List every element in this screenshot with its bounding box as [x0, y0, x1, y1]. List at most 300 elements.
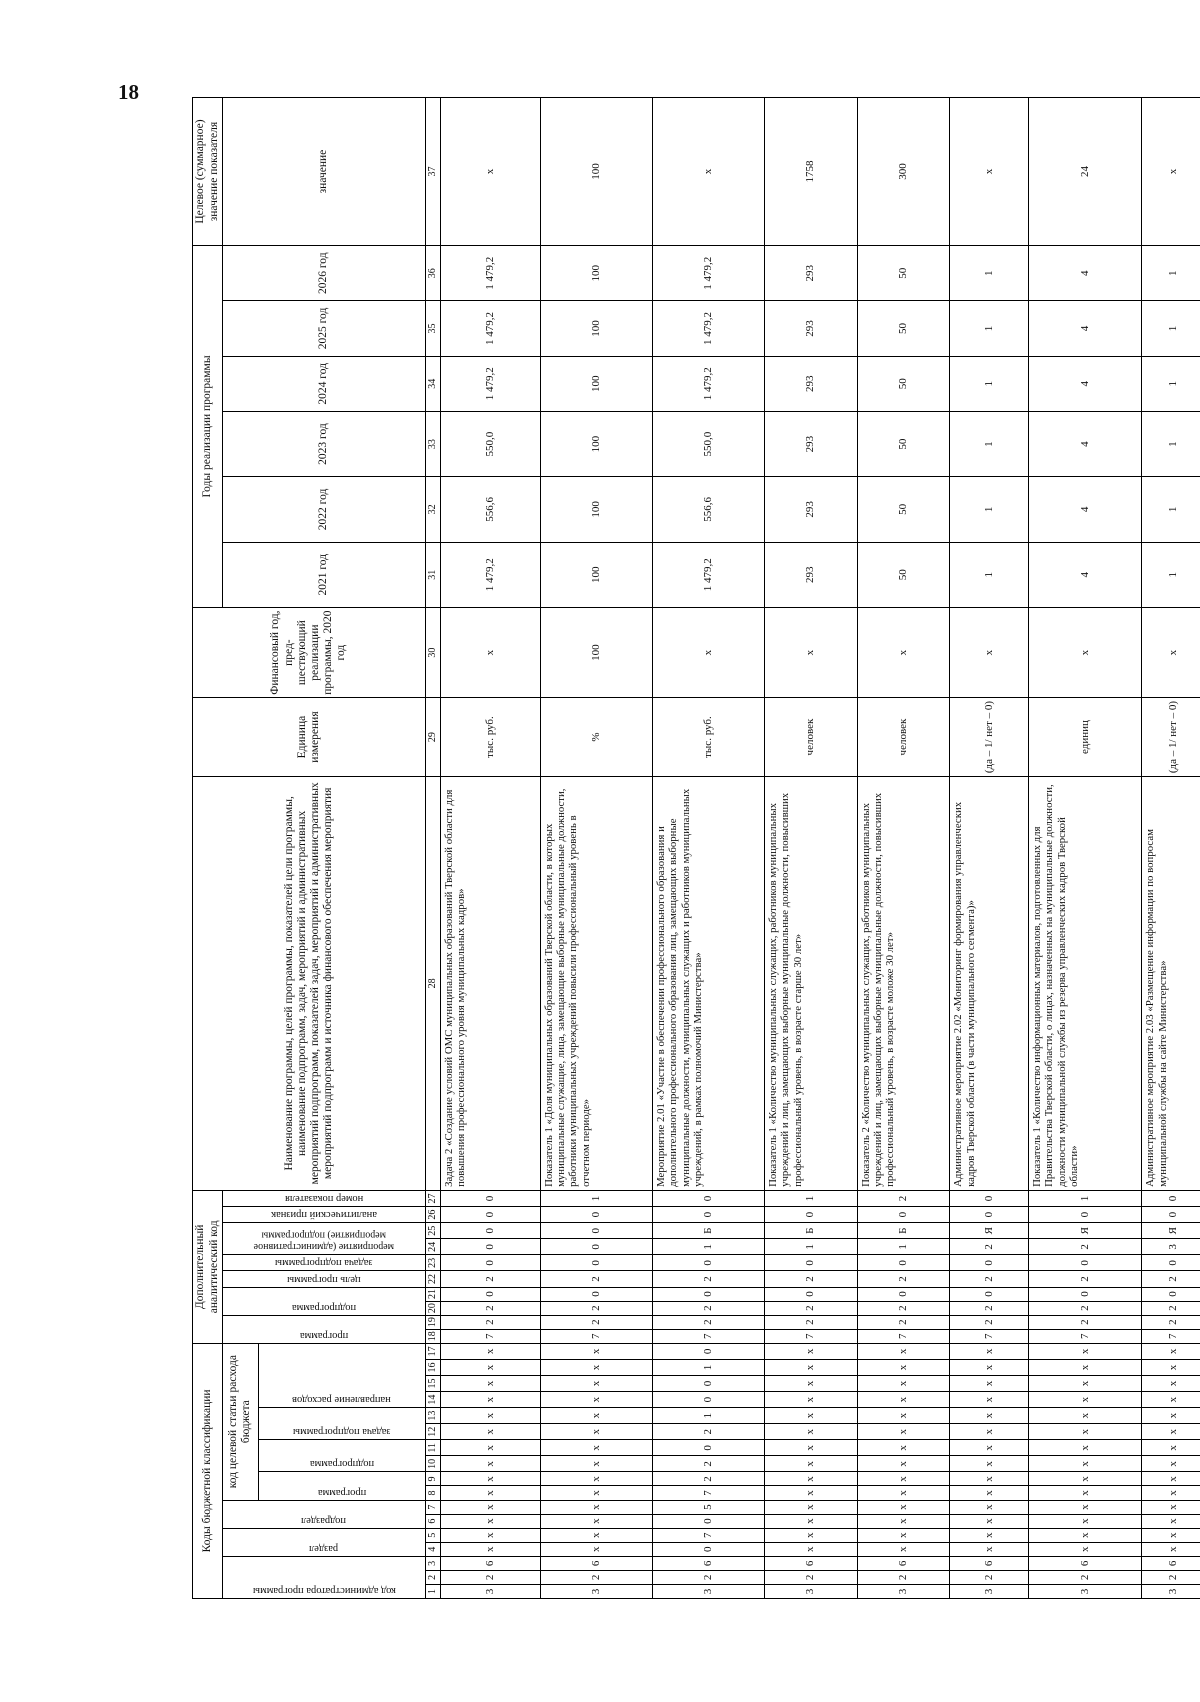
header-y2025: 2025 год	[223, 301, 426, 356]
target-value-cell: x	[441, 98, 541, 246]
code-cell: 2	[652, 1472, 764, 1486]
code-cell: 0	[652, 1207, 764, 1223]
table-row	[1142, 98, 1200, 1599]
code-cell: x	[441, 1440, 541, 1456]
col-number: 21	[426, 1287, 441, 1301]
code-cell: 2	[540, 1315, 652, 1329]
col-number: 16	[426, 1359, 441, 1375]
col-number: 20	[426, 1301, 441, 1315]
year-value-cell: 1	[1142, 301, 1200, 356]
code-cell: x	[857, 1343, 950, 1359]
code-cell: 1	[857, 1239, 950, 1255]
code-cell: x	[857, 1500, 950, 1514]
code-cell: 0	[1142, 1207, 1200, 1223]
code-cell: 1	[540, 1190, 652, 1206]
year-value-cell: 4	[1028, 542, 1141, 607]
code-cell: 0	[652, 1287, 764, 1301]
code-cell: x	[540, 1343, 652, 1359]
unit-cell: %	[540, 698, 652, 776]
code-cell: x	[950, 1392, 1029, 1408]
header-a-goal: цель программы	[287, 1273, 361, 1285]
code-cell: 2	[540, 1570, 652, 1584]
year-value-cell: 1	[950, 356, 1029, 411]
code-cell: 0	[1028, 1207, 1141, 1223]
code-cell: x	[765, 1392, 858, 1408]
code-cell: x	[765, 1486, 858, 1500]
header-budget-codes: Коды бюджетной классификации	[193, 1343, 223, 1598]
header-y2023: 2023 год	[223, 411, 426, 476]
fin-year-cell: x	[950, 607, 1029, 697]
code-cell: 3	[441, 1584, 541, 1598]
code-cell: x	[441, 1424, 541, 1440]
col-number: 12	[426, 1424, 441, 1440]
col-number: 33	[426, 411, 441, 476]
col-number: 26	[426, 1207, 441, 1223]
code-cell: x	[1028, 1392, 1141, 1408]
code-cell: x	[1028, 1500, 1141, 1514]
code-cell: x	[765, 1408, 858, 1424]
code-cell: 0	[441, 1255, 541, 1271]
code-cell: 2	[1028, 1315, 1141, 1329]
code-cell: 6	[857, 1556, 950, 1570]
page-number: 18	[118, 80, 139, 104]
col-number: 5	[426, 1528, 441, 1542]
col-number: 14	[426, 1392, 441, 1408]
code-cell: 7	[652, 1329, 764, 1343]
code-cell: 0	[950, 1207, 1029, 1223]
code-cell: x	[857, 1440, 950, 1456]
code-cell: x	[540, 1528, 652, 1542]
code-cell: x	[857, 1472, 950, 1486]
code-cell: x	[441, 1472, 541, 1486]
code-cell: x	[441, 1375, 541, 1391]
code-cell: 2	[765, 1301, 858, 1315]
table-row	[857, 98, 950, 1599]
code-cell: x	[1142, 1375, 1200, 1391]
fin-year-cell: x	[765, 607, 858, 697]
code-cell: x	[1028, 1375, 1141, 1391]
code-cell: x	[857, 1375, 950, 1391]
year-value-cell: 293	[765, 356, 858, 411]
fin-year-cell: x	[652, 607, 764, 697]
header-a-subprogram: подпрограмма	[291, 1301, 357, 1313]
row-description: Показатель 1 «Доля муниципальных образований Тверской области, в которых муниципальные служащие, лица, замещающие выборные муниципальные должности, работники муниципальных учреждений повысили профессиональный уровень в отчетном периоде»	[540, 776, 652, 1190]
year-value-cell: 1	[1142, 477, 1200, 542]
code-cell: x	[1142, 1486, 1200, 1500]
header-section: раздел	[309, 1542, 339, 1554]
year-value-cell: 100	[540, 246, 652, 301]
col-number: 17	[426, 1343, 441, 1359]
column-number-row	[426, 98, 441, 1599]
year-value-cell: 1	[950, 477, 1029, 542]
target-value-cell: x	[1142, 98, 1200, 246]
code-cell: x	[540, 1472, 652, 1486]
code-cell: 2	[1028, 1570, 1141, 1584]
code-cell: 0	[652, 1255, 764, 1271]
code-cell: 2	[1142, 1570, 1200, 1584]
code-cell: x	[1028, 1456, 1141, 1472]
code-cell: x	[441, 1486, 541, 1500]
code-cell: x	[765, 1514, 858, 1528]
code-cell: 6	[1142, 1556, 1200, 1570]
code-cell: 0	[540, 1207, 652, 1223]
code-cell: x	[441, 1408, 541, 1424]
code-cell: x	[441, 1500, 541, 1514]
header-expense-direction: направление расходов	[292, 1394, 392, 1406]
year-value-cell: 4	[1028, 477, 1141, 542]
code-cell: 7	[950, 1329, 1029, 1343]
year-value-cell: 1 479,2	[441, 356, 541, 411]
code-cell: x	[1142, 1440, 1200, 1456]
header-target-code: код целевой статьи расхода бюджета	[223, 1343, 259, 1500]
code-cell: 2	[652, 1301, 764, 1315]
year-value-cell: 50	[857, 246, 950, 301]
code-cell: 0	[441, 1190, 541, 1206]
code-cell: x	[540, 1392, 652, 1408]
code-cell: x	[1142, 1392, 1200, 1408]
code-cell: 0	[540, 1255, 652, 1271]
code-cell: 3	[1142, 1239, 1200, 1255]
code-cell: x	[1028, 1472, 1141, 1486]
col-number: 8	[426, 1486, 441, 1500]
col-number: 25	[426, 1223, 441, 1239]
code-cell: x	[1028, 1440, 1141, 1456]
code-cell: 2	[441, 1271, 541, 1287]
code-cell: 6	[765, 1556, 858, 1570]
unit-cell: единиц	[1028, 698, 1141, 776]
code-cell: 6	[652, 1556, 764, 1570]
code-cell: x	[950, 1424, 1029, 1440]
code-cell: x	[765, 1472, 858, 1486]
year-value-cell: 50	[857, 477, 950, 542]
table-row	[441, 98, 541, 1599]
year-value-cell: 1 479,2	[652, 301, 764, 356]
year-value-cell: 1	[950, 542, 1029, 607]
unit-cell: человек	[857, 698, 950, 776]
code-cell: 0	[652, 1542, 764, 1556]
col-number: 18	[426, 1329, 441, 1343]
col-number: 29	[426, 698, 441, 776]
header-name: Наименование программы, целей программы, показателей цели программы, наименование подпрограмм, задач, мероприятий и административных мероприятий подпрограмм, показателей задач, мероприятий и административных мероприятий подпрограмм и источника финансового обеспечения мероприятия	[193, 776, 426, 1190]
code-cell: x	[1142, 1424, 1200, 1440]
code-cell: x	[441, 1528, 541, 1542]
col-number: 7	[426, 1500, 441, 1514]
code-cell: x	[540, 1359, 652, 1375]
code-cell: x	[540, 1375, 652, 1391]
header-task-subprogram: задача подпрограммы	[292, 1426, 391, 1438]
code-cell: x	[765, 1343, 858, 1359]
code-cell: x	[1142, 1408, 1200, 1424]
program-table	[192, 97, 1200, 1599]
col-number: 6	[426, 1514, 441, 1528]
col-number: 28	[426, 776, 441, 1190]
code-cell: 0	[652, 1440, 764, 1456]
year-value-cell: 100	[540, 301, 652, 356]
col-number: 1	[426, 1584, 441, 1598]
code-cell: x	[765, 1359, 858, 1375]
year-value-cell: 50	[857, 542, 950, 607]
code-cell: x	[1028, 1528, 1141, 1542]
year-value-cell: 50	[857, 356, 950, 411]
code-cell: x	[950, 1472, 1029, 1486]
code-cell: x	[950, 1359, 1029, 1375]
row-description: Показатель 1 «Количество муниципальных служащих, работников муниципальных учреждений и лиц, замещающих выборные муниципальные должности, повысивших профессиональный уровень, в возрасте старше 30 лет»	[765, 776, 858, 1190]
code-cell: x	[1142, 1343, 1200, 1359]
code-cell: 0	[441, 1207, 541, 1223]
code-cell: 2	[857, 1271, 950, 1287]
code-cell: x	[765, 1542, 858, 1556]
code-cell: 7	[540, 1329, 652, 1343]
code-cell: 3	[950, 1584, 1029, 1598]
code-cell: 7	[1142, 1329, 1200, 1343]
header-a-indicator: номер показателя	[284, 1193, 364, 1205]
year-value-cell: 1 479,2	[441, 246, 541, 301]
header-y2022: 2022 год	[223, 477, 426, 542]
code-cell: 1	[652, 1408, 764, 1424]
col-number: 2	[426, 1570, 441, 1584]
code-cell: 3	[765, 1584, 858, 1598]
code-cell: x	[857, 1392, 950, 1408]
code-cell: 2	[950, 1271, 1029, 1287]
col-number: 4	[426, 1542, 441, 1556]
code-cell: Я	[1142, 1223, 1200, 1239]
header-y2026: 2026 год	[223, 246, 426, 301]
code-cell: 0	[652, 1514, 764, 1528]
code-cell: Б	[857, 1223, 950, 1239]
code-cell: 7	[652, 1486, 764, 1500]
code-cell: x	[1142, 1528, 1200, 1542]
code-cell: 2	[857, 1570, 950, 1584]
code-cell: x	[950, 1456, 1029, 1472]
code-cell: 2	[540, 1301, 652, 1315]
fin-year-cell: x	[1028, 607, 1141, 697]
code-cell: 6	[441, 1556, 541, 1570]
year-value-cell: 550,0	[652, 411, 764, 476]
code-cell: 0	[540, 1287, 652, 1301]
code-cell: x	[540, 1456, 652, 1472]
code-cell: x	[441, 1359, 541, 1375]
code-cell: x	[540, 1440, 652, 1456]
code-cell: 2	[1028, 1271, 1141, 1287]
code-cell: 2	[540, 1271, 652, 1287]
code-cell: 7	[765, 1329, 858, 1343]
code-cell: 0	[1142, 1190, 1200, 1206]
code-cell: x	[950, 1375, 1029, 1391]
code-cell: x	[765, 1500, 858, 1514]
col-number: 32	[426, 477, 441, 542]
row-description: Задача 2 «Создание условий ОМС муниципальных образований Тверской области для повышения профессионального уровня муниципальных кадров»	[441, 776, 541, 1190]
col-number: 22	[426, 1271, 441, 1287]
header-a-sign: аналитический признак	[271, 1209, 377, 1221]
code-cell: 7	[441, 1329, 541, 1343]
code-cell: x	[857, 1528, 950, 1542]
code-cell: 3	[857, 1584, 950, 1598]
code-cell: 2	[950, 1301, 1029, 1315]
code-cell: 2	[765, 1271, 858, 1287]
code-cell: 0	[652, 1375, 764, 1391]
code-cell: 2	[441, 1301, 541, 1315]
year-value-cell: 1	[950, 411, 1029, 476]
code-cell: 6	[540, 1556, 652, 1570]
year-value-cell: 1 479,2	[652, 246, 764, 301]
code-cell: x	[1028, 1343, 1141, 1359]
col-number: 36	[426, 246, 441, 301]
code-cell: x	[540, 1424, 652, 1440]
target-value-cell: 1758	[765, 98, 858, 246]
code-cell: 0	[441, 1239, 541, 1255]
year-value-cell: 1 479,2	[441, 301, 541, 356]
code-cell: x	[540, 1542, 652, 1556]
row-description: Административное мероприятие 2.02 «Мониторинг формирования управленческих кадров Тверской области (в части муниципального сегмента)»	[950, 776, 1029, 1190]
code-cell: x	[950, 1500, 1029, 1514]
fin-year-cell: x	[441, 607, 541, 697]
year-value-cell: 100	[540, 477, 652, 542]
code-cell: x	[1142, 1514, 1200, 1528]
code-cell: x	[1028, 1408, 1141, 1424]
code-cell: 1	[652, 1239, 764, 1255]
code-cell: 2	[652, 1456, 764, 1472]
code-cell: x	[540, 1514, 652, 1528]
target-value-cell: x	[950, 98, 1029, 246]
code-cell: 0	[950, 1190, 1029, 1206]
year-value-cell: 100	[540, 411, 652, 476]
code-cell: 0	[1028, 1255, 1141, 1271]
code-cell: x	[857, 1424, 950, 1440]
year-value-cell: 1 479,2	[441, 542, 541, 607]
code-cell: 2	[441, 1570, 541, 1584]
code-cell: x	[1142, 1472, 1200, 1486]
col-number: 31	[426, 542, 441, 607]
year-value-cell: 4	[1028, 356, 1141, 411]
code-cell: x	[765, 1424, 858, 1440]
code-cell: 0	[540, 1223, 652, 1239]
header-value: значение	[223, 98, 426, 246]
year-value-cell: 556,6	[652, 477, 764, 542]
header-unit: Единица измерения	[193, 698, 426, 776]
target-value-cell: 100	[540, 98, 652, 246]
year-value-cell: 4	[1028, 301, 1141, 356]
code-cell: x	[950, 1514, 1029, 1528]
code-cell: 3	[1142, 1584, 1200, 1598]
year-value-cell: 100	[540, 356, 652, 411]
row-description: Показатель 1 «Количество информационных материалов, подготовленных для Правительства Тверской области, о лицах, назначенных на муниципальные должности, должности муниципальной службы из резерва управленческих кадров Тверской области»	[1028, 776, 1141, 1190]
unit-cell: (да – 1/ нет – 0)	[950, 698, 1029, 776]
code-cell: 5	[652, 1500, 764, 1514]
col-number: 13	[426, 1408, 441, 1424]
header-subsection: подраздел	[301, 1514, 347, 1526]
code-cell: 0	[1028, 1287, 1141, 1301]
code-cell: x	[950, 1486, 1029, 1500]
unit-cell: (да – 1/ нет – 0)	[1142, 698, 1200, 776]
code-cell: x	[441, 1392, 541, 1408]
code-cell: 0	[652, 1343, 764, 1359]
code-cell: x	[857, 1456, 950, 1472]
code-cell: x	[1142, 1359, 1200, 1375]
code-cell: Б	[765, 1223, 858, 1239]
code-cell: 7	[857, 1329, 950, 1343]
code-cell: x	[1028, 1424, 1141, 1440]
table-row	[950, 98, 1029, 1599]
target-value-cell: 300	[857, 98, 950, 246]
header-a-task: задача подпрограммы	[275, 1257, 373, 1269]
header-a-program: программа	[299, 1329, 349, 1341]
code-cell: Я	[950, 1223, 1029, 1239]
code-cell: x	[950, 1440, 1029, 1456]
code-cell: 2	[652, 1271, 764, 1287]
code-cell: x	[441, 1343, 541, 1359]
header-subprogram: подпрограмма	[309, 1458, 374, 1470]
code-cell: 0	[765, 1287, 858, 1301]
code-cell: 6	[1028, 1556, 1141, 1570]
code-cell: x	[540, 1486, 652, 1500]
year-value-cell: 100	[540, 542, 652, 607]
code-cell: x	[950, 1343, 1029, 1359]
code-cell: 3	[1028, 1584, 1141, 1598]
code-cell: Я	[1028, 1223, 1141, 1239]
code-cell: 0	[765, 1255, 858, 1271]
code-cell: x	[1142, 1500, 1200, 1514]
col-number: 11	[426, 1440, 441, 1456]
code-cell: 2	[1142, 1271, 1200, 1287]
row-description: Показатель 2 «Количество муниципальных служащих, работников муниципальных учреждений и лиц, замещающих выборные муниципальные должности, повысивших профессиональный уровень, в возрасте моложе 30 лет»	[857, 776, 950, 1190]
col-number: 34	[426, 356, 441, 411]
year-value-cell: 293	[765, 542, 858, 607]
code-cell: 3	[652, 1584, 764, 1598]
code-cell: x	[540, 1500, 652, 1514]
header-program: программа	[317, 1486, 366, 1498]
code-cell: x	[441, 1542, 541, 1556]
table-row	[765, 98, 858, 1599]
year-value-cell: 1	[1142, 356, 1200, 411]
code-cell: 0	[652, 1392, 764, 1408]
code-cell: 2	[765, 1570, 858, 1584]
col-number: 35	[426, 301, 441, 356]
year-value-cell: 556,6	[441, 477, 541, 542]
code-cell: x	[765, 1440, 858, 1456]
code-cell: x	[950, 1542, 1029, 1556]
code-cell: 2	[1142, 1315, 1200, 1329]
code-cell: 6	[950, 1556, 1029, 1570]
code-cell: x	[950, 1528, 1029, 1542]
col-number: 3	[426, 1556, 441, 1570]
code-cell: 1	[765, 1239, 858, 1255]
code-cell: 2	[857, 1301, 950, 1315]
table-row	[540, 98, 652, 1599]
header-target: Целевое (суммарное) значение показателя	[193, 98, 223, 246]
code-cell: 1	[1028, 1190, 1141, 1206]
code-cell: 0	[1142, 1287, 1200, 1301]
code-cell: 0	[857, 1255, 950, 1271]
code-cell: 0	[857, 1207, 950, 1223]
header-admin-code: код администратора программы	[252, 1585, 396, 1596]
code-cell: 2	[857, 1190, 950, 1206]
table-row	[1028, 98, 1141, 1599]
code-cell: 2	[765, 1315, 858, 1329]
code-cell: x	[540, 1408, 652, 1424]
col-number: 24	[426, 1239, 441, 1255]
year-value-cell: 50	[857, 411, 950, 476]
year-value-cell: 4	[1028, 411, 1141, 476]
unit-cell: человек	[765, 698, 858, 776]
code-cell: 2	[1142, 1301, 1200, 1315]
code-cell: 2	[950, 1239, 1029, 1255]
code-cell: 0	[540, 1239, 652, 1255]
year-value-cell: 293	[765, 246, 858, 301]
col-number: 19	[426, 1315, 441, 1329]
code-cell: 2	[1028, 1239, 1141, 1255]
header-a-event: мероприятие (административное мероприятие) подпрограммы	[253, 1229, 395, 1253]
code-cell: x	[857, 1514, 950, 1528]
